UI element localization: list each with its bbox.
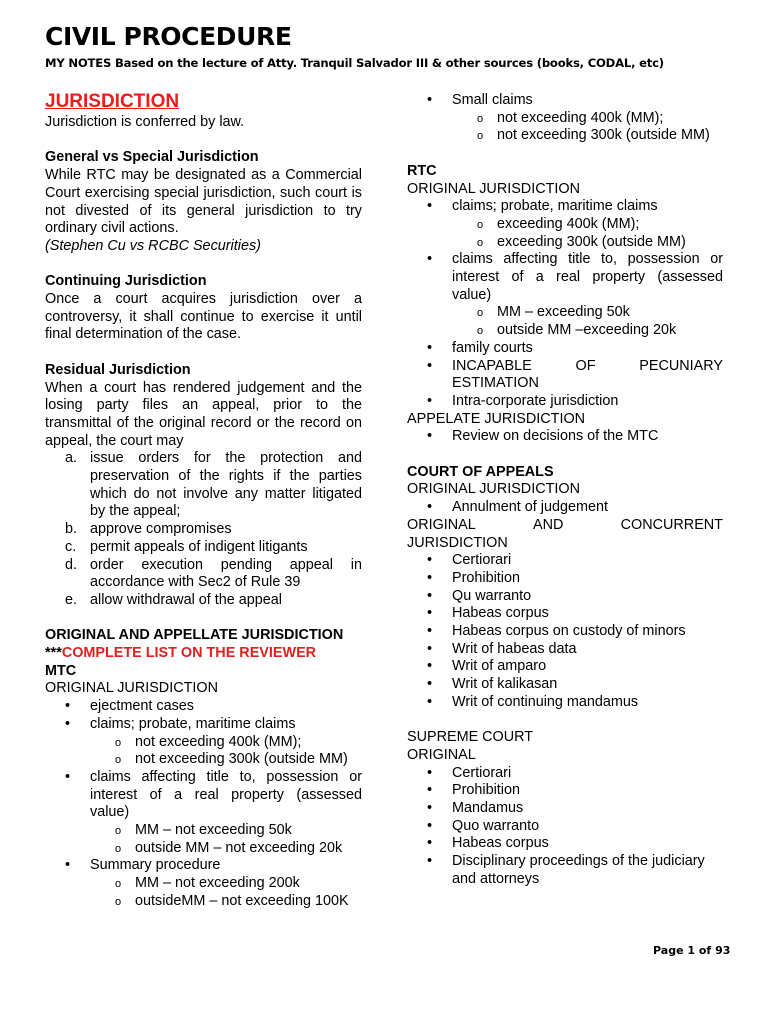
list-item: • Habeas corpus <box>407 835 723 853</box>
list-item: • Certiorari <box>407 552 723 570</box>
list-item: • Annulment of judgement <box>407 499 723 517</box>
small-claims-sublist <box>407 110 723 145</box>
list-item: • Writ of habeas data <box>407 641 723 659</box>
ca-heading: COURT OF APPEALS <box>407 463 554 480</box>
list-item: o exceeding 400k (MM); <box>407 216 723 234</box>
right-column <box>407 92 723 889</box>
complete-list-note: ***COMPLETE LIST ON THE REVIEWER <box>45 645 317 662</box>
list-item: • Prohibition <box>407 570 723 588</box>
list-item: • Writ of continuing mandamus <box>407 694 723 712</box>
list-item: • Certiorari <box>407 765 723 783</box>
list-item: o not exceeding 400k (MM); <box>407 110 723 128</box>
general-special-text: While RTC may be designated as a Commercial Court exercising special jurisdiction, such court is not divested of its general jurisdiction to try ordinary civil actions. <box>45 167 362 237</box>
list-item: o MM – not exceeding 50k <box>45 822 362 840</box>
list-item: a. issue orders for the protection and preservation of the rights if the parties which do not involve any matter litigated by the appeal; <box>65 450 362 520</box>
jurisdiction-intro: Jurisdiction is conferred by law. <box>45 114 245 130</box>
list-item: • Writ of amparo <box>407 658 723 676</box>
sc-original-heading: ORIGINAL <box>407 746 476 763</box>
rtc-appelate-heading: APPELATE JURISDICTION <box>407 410 586 427</box>
mtc-sublist <box>45 875 362 910</box>
list-item: • claims affecting title to, possession or interest of a real property (assessed value) <box>45 769 362 822</box>
mtc-list <box>45 698 362 733</box>
list-item: • Mandamus <box>407 800 723 818</box>
list-item: • Habeas corpus <box>407 605 723 623</box>
residual-heading: Residual Jurisdiction <box>45 361 191 378</box>
residual-text: When a court has rendered judgement and the losing party files an appeal, prior to the transmittal of the original record or the record on appeal, the court may <box>45 379 362 449</box>
sc-list <box>407 765 723 889</box>
list-item: • Small claims <box>407 92 723 110</box>
list-item: o not exceeding 300k (outside MM) <box>45 751 362 769</box>
list-item: o MM – exceeding 50k <box>407 304 723 322</box>
jurisdiction-heading: JURISDICTION <box>45 91 180 112</box>
list-item: • claims; probate, maritime claims <box>407 198 723 216</box>
list-item: o outsideMM – not exceeding 100K <box>45 893 362 911</box>
list-item: • Disciplinary proceedings of the judiciary and attorneys <box>407 853 723 888</box>
list-item: o outside MM – not exceeding 20k <box>45 840 362 858</box>
ca-original-heading: ORIGINAL JURISDICTION <box>407 481 580 498</box>
left-column <box>45 90 362 911</box>
list-item: o exceeding 300k (outside MM) <box>407 234 723 252</box>
mtc-sublist <box>45 822 362 857</box>
original-appellate-heading: ORIGINAL AND APPELLATE JURISDICTION <box>45 627 344 644</box>
ca-concurrent-list <box>407 552 723 711</box>
list-item: • Review on decisions of the MTC <box>407 428 723 446</box>
residual-list <box>45 450 362 609</box>
mtc-original-heading: ORIGINAL JURISDICTION <box>45 680 218 697</box>
ca-concurrent-heading-line2: JURISDICTION <box>407 534 508 551</box>
sc-heading: SUPREME COURT <box>407 729 534 746</box>
list-item: o not exceeding 300k (outside MM) <box>407 127 723 145</box>
list-item: • claims; probate, maritime claims <box>45 716 362 734</box>
page-title: CIVIL PROCEDURE <box>45 22 292 51</box>
list-item: o outside MM –exceeding 20k <box>407 322 723 340</box>
list-item: b. approve compromises <box>65 521 232 538</box>
general-special-citation: (Stephen Cu vs RCBC Securities) <box>45 237 261 254</box>
list-item: • Intra-corporate jurisdiction <box>407 393 723 411</box>
list-item: e. allow withdrawal of the appeal <box>65 591 282 608</box>
list-item: o not exceeding 400k (MM); <box>45 734 362 752</box>
rtc-original-heading: ORIGINAL JURISDICTION <box>407 180 580 197</box>
list-item: • Prohibition <box>407 782 723 800</box>
list-item: c. permit appeals of indigent litigants <box>65 538 308 555</box>
list-item: • family courts <box>407 340 723 358</box>
list-item: • ejectment cases <box>45 698 362 716</box>
list-item: • Quo warranto <box>407 818 723 836</box>
list-item: • claims affecting title to, possession or interest of a real property (assessed value) <box>407 251 723 304</box>
ca-concurrent-heading: ORIGINAL AND CONCURRENT <box>407 516 723 533</box>
mtc-heading: MTC <box>45 662 77 679</box>
rtc-heading: RTC <box>407 162 437 179</box>
page-subtitle: MY NOTES Based on the lecture of Atty. Tranquil Salvador III & other sources (books, CODAL, etc) <box>45 56 664 70</box>
general-special-heading: General vs Special Jurisdiction <box>45 149 259 166</box>
list-item: • Habeas corpus on custody of minors <box>407 623 723 641</box>
list-item: • Summary procedure <box>45 857 362 875</box>
page-number: Page 1 of 93 <box>653 944 731 957</box>
continuing-text: Once a court acquires jurisdiction over a controversy, it shall continue to exercise it until final determination of the case. <box>45 291 362 343</box>
list-item: d. order execution pending appeal in accordance with Sec2 of Rule 39 <box>65 556 362 591</box>
mtc-sublist <box>45 734 362 769</box>
list-item: • Qu warranto <box>407 588 723 606</box>
continuing-heading: Continuing Jurisdiction <box>45 273 207 290</box>
list-item: o MM – not exceeding 200k <box>45 875 362 893</box>
list-item: • Writ of kalikasan <box>407 676 723 694</box>
list-item: • INCAPABLE OF PECUNIARY ESTIMATION <box>407 358 723 393</box>
